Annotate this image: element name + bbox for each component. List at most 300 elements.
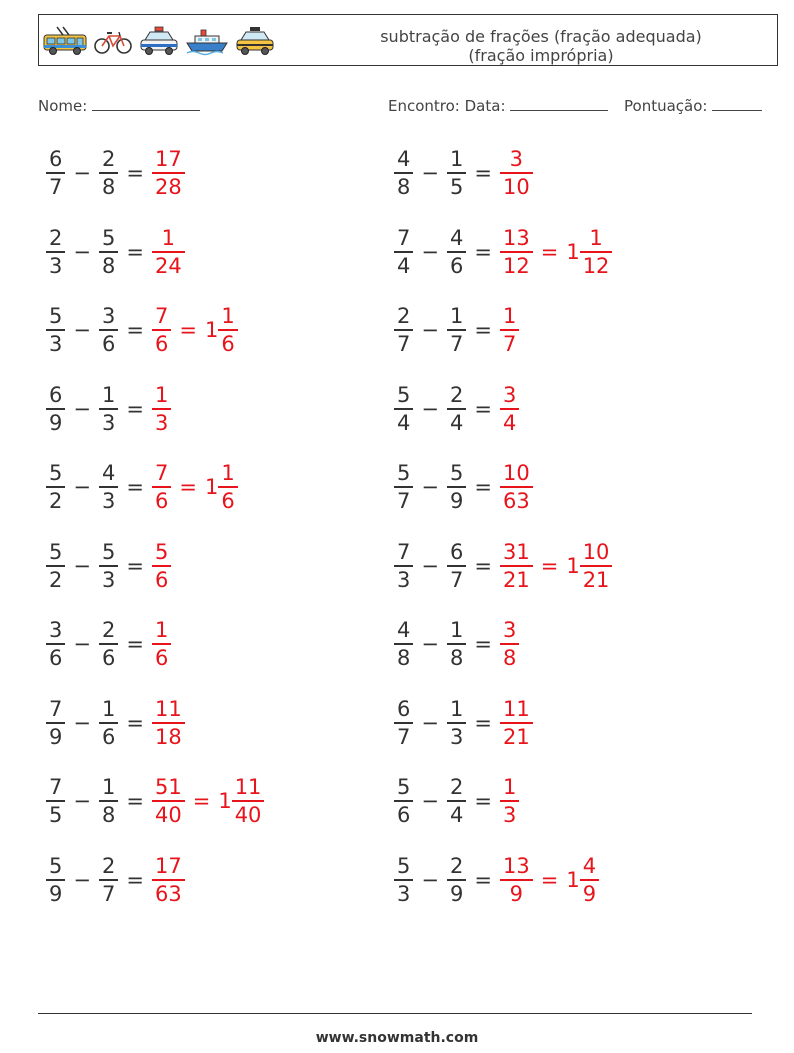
denominator: 8 — [101, 175, 116, 199]
answer — [150, 696, 187, 750]
numerator: 7 — [154, 304, 169, 328]
equals-sign: = — [474, 161, 492, 185]
numerator: 5 — [397, 382, 411, 407]
subtrahend-fraction — [99, 303, 118, 357]
minus-sign: − — [73, 710, 91, 735]
equals-sign: = — [474, 475, 492, 499]
numerator: 7 — [397, 225, 411, 250]
numerator: 6 — [449, 539, 464, 564]
mixed-fraction — [580, 539, 613, 593]
denominator: 7 — [101, 881, 116, 906]
minuend-fraction — [46, 382, 65, 436]
numerator: 3 — [502, 618, 517, 642]
minuend-fraction — [394, 225, 413, 279]
problem-16 — [392, 691, 535, 755]
answer-fraction — [152, 460, 171, 514]
minus-sign: − — [73, 318, 91, 342]
numerator: 2 — [449, 775, 464, 799]
mixed-whole: 1 — [204, 318, 219, 342]
denominator: 3 — [502, 803, 517, 827]
minuend-fraction — [394, 617, 413, 671]
numerator: 1 — [589, 225, 603, 250]
denominator: 3 — [49, 332, 63, 356]
vehicle-icons — [43, 23, 275, 59]
date-blank[interactable] — [510, 96, 608, 111]
denominator: 8 — [449, 646, 464, 670]
numerator: 51 — [154, 775, 182, 799]
answer-fraction — [152, 382, 171, 436]
minus-sign: − — [73, 396, 91, 421]
answer — [150, 225, 187, 279]
numerator: 1 — [502, 304, 517, 328]
subtrahend-fraction — [99, 146, 118, 200]
numerator: 2 — [101, 853, 116, 878]
numerator: 7 — [154, 461, 169, 485]
subtrahend-fraction — [99, 617, 118, 671]
denominator: 9 — [49, 724, 63, 749]
denominator: 8 — [397, 646, 411, 670]
answer — [150, 146, 187, 200]
numerator: 5 — [397, 461, 411, 485]
mixed-fraction — [580, 853, 599, 907]
problem-17 — [44, 769, 266, 833]
denominator: 7 — [449, 332, 464, 356]
minus-sign: − — [421, 710, 439, 735]
minuend-fraction — [394, 853, 413, 907]
minuend-fraction — [46, 774, 65, 828]
answer — [498, 382, 521, 436]
denominator: 6 — [449, 253, 464, 278]
subtrahend-fraction — [99, 225, 118, 279]
problem-19 — [44, 848, 187, 912]
numerator: 2 — [449, 853, 464, 878]
problem-15 — [44, 691, 187, 755]
subtrahend-fraction — [447, 225, 466, 279]
denominator: 7 — [449, 567, 464, 592]
numerator: 1 — [449, 618, 464, 642]
minuend-fraction — [394, 774, 413, 828]
denominator: 4 — [449, 410, 464, 435]
meeting-date-label: Encontro: Data: — [388, 97, 506, 115]
problem-7 — [44, 377, 173, 441]
denominator: 9 — [49, 410, 63, 435]
bicycle-icon — [93, 26, 133, 56]
answer — [498, 774, 521, 828]
denominator: 9 — [449, 489, 464, 513]
title-line-2: (fração imprópria) — [468, 46, 614, 65]
numerator: 1 — [221, 461, 235, 485]
answer-fraction — [152, 617, 171, 671]
score-label: Pontuação: — [624, 97, 708, 115]
denominator: 63 — [154, 881, 182, 906]
minuend-fraction — [394, 696, 413, 750]
problem-13 — [44, 612, 173, 676]
numerator: 5 — [397, 775, 411, 799]
numerator: 3 — [509, 147, 524, 171]
numerator: 3 — [101, 304, 116, 328]
denominator: 3 — [101, 410, 116, 435]
answer — [498, 225, 614, 279]
denominator: 6 — [397, 803, 411, 827]
numerator: 1 — [449, 304, 464, 328]
subtrahend-fraction — [447, 382, 466, 436]
mixed-whole: 1 — [218, 789, 232, 813]
answer-fraction — [152, 539, 171, 593]
minuend-fraction — [394, 146, 413, 200]
subtrahend-fraction — [447, 617, 466, 671]
denominator: 4 — [397, 410, 411, 435]
answer-fraction — [500, 225, 533, 279]
answer-equals-sign: = — [540, 553, 559, 578]
equals-sign: = — [474, 318, 492, 342]
denominator: 2 — [49, 567, 63, 592]
answer — [150, 303, 240, 357]
minus-sign: − — [73, 789, 91, 813]
denominator: 8 — [101, 253, 116, 278]
subtrahend-fraction — [447, 774, 466, 828]
denominator: 6 — [101, 724, 116, 749]
problem-9 — [44, 455, 240, 519]
numerator: 1 — [221, 304, 235, 328]
denominator: 9 — [449, 881, 464, 906]
answer-equals-sign: = — [179, 318, 197, 342]
answer-equals-sign: = — [192, 789, 211, 813]
mixed-whole: 1 — [566, 553, 580, 578]
numerator: 4 — [449, 225, 464, 250]
problem-20 — [392, 848, 601, 912]
denominator: 5 — [49, 803, 63, 827]
answer — [498, 853, 601, 907]
problem-1 — [44, 141, 187, 205]
equals-sign: = — [126, 475, 144, 499]
answer-fraction — [152, 225, 185, 279]
minuend-fraction — [46, 460, 65, 514]
equals-sign: = — [474, 396, 492, 421]
denominator: 7 — [397, 724, 411, 749]
answer-equals-sign: = — [540, 239, 559, 264]
mixed-whole: 1 — [566, 867, 580, 892]
subtrahend-fraction — [99, 696, 118, 750]
minus-sign: − — [421, 789, 439, 813]
equals-sign: = — [126, 789, 144, 813]
minuend-fraction — [394, 382, 413, 436]
mixed-whole: 1 — [566, 239, 580, 264]
numerator: 5 — [49, 461, 63, 485]
numerator: 1 — [101, 775, 116, 799]
numerator: 5 — [154, 539, 169, 564]
numerator: 1 — [502, 775, 517, 799]
answer-fraction — [500, 303, 519, 357]
answer-fraction — [152, 696, 185, 750]
answer-fraction — [500, 617, 519, 671]
numerator: 5 — [397, 853, 411, 878]
subtrahend-fraction — [447, 539, 466, 593]
title-line-1: subtração de frações (fração adequada) — [380, 27, 702, 46]
problem-11 — [44, 534, 173, 598]
mixed-fraction — [218, 303, 237, 357]
numerator: 5 — [449, 461, 464, 485]
equals-sign: = — [474, 239, 492, 264]
denominator: 12 — [582, 253, 610, 278]
equals-sign: = — [126, 161, 144, 185]
minuend-fraction — [394, 539, 413, 593]
answer — [498, 146, 535, 200]
denominator: 2 — [49, 489, 63, 513]
problem-14 — [392, 612, 521, 676]
ship-icon — [185, 26, 229, 56]
answer-fraction — [152, 774, 185, 828]
numerator: 7 — [49, 775, 63, 799]
equals-sign: = — [474, 632, 492, 656]
denominator: 8 — [502, 646, 517, 670]
equals-sign: = — [126, 239, 144, 264]
minus-sign: − — [421, 161, 439, 185]
equals-sign: = — [126, 553, 144, 578]
denominator: 28 — [154, 175, 182, 199]
minuend-fraction — [46, 539, 65, 593]
numerator: 2 — [449, 382, 464, 407]
equals-sign: = — [126, 710, 144, 735]
answer — [498, 539, 614, 593]
mixed-fraction — [232, 774, 265, 828]
denominator: 6 — [101, 332, 116, 356]
denominator: 21 — [502, 724, 530, 749]
denominator: 3 — [101, 567, 116, 592]
numerator: 4 — [397, 618, 411, 642]
subtrahend-fraction — [99, 774, 118, 828]
equals-sign: = — [126, 867, 144, 892]
numerator: 17 — [154, 853, 182, 878]
subtrahend-fraction — [447, 146, 466, 200]
answer — [498, 617, 521, 671]
denominator: 8 — [397, 175, 411, 199]
score-blank[interactable] — [712, 96, 762, 111]
answer — [150, 539, 173, 593]
numerator: 11 — [502, 696, 530, 721]
answer-equals-sign: = — [179, 475, 197, 499]
numerator: 5 — [101, 539, 116, 564]
answer-fraction — [500, 146, 533, 200]
numerator: 10 — [582, 539, 610, 564]
police-car-icon — [139, 25, 179, 57]
answer-fraction — [152, 853, 185, 907]
denominator: 3 — [49, 253, 63, 278]
trolleybus-icon — [43, 26, 87, 56]
numerator: 1 — [449, 696, 464, 721]
denominator: 4 — [449, 803, 464, 827]
answer — [150, 617, 173, 671]
numerator: 11 — [234, 775, 262, 799]
denominator: 6 — [154, 489, 169, 513]
minus-sign: − — [73, 161, 91, 185]
mixed-whole: 1 — [204, 475, 219, 499]
numerator: 1 — [101, 696, 116, 721]
subtrahend-fraction — [99, 539, 118, 593]
equals-sign: = — [474, 553, 492, 578]
denominator: 3 — [397, 881, 411, 906]
minus-sign: − — [73, 553, 91, 578]
answer — [150, 382, 173, 436]
numerator: 1 — [154, 382, 169, 407]
answer-fraction — [500, 382, 519, 436]
numerator: 5 — [101, 225, 116, 250]
denominator: 6 — [154, 646, 169, 670]
problem-2 — [392, 141, 535, 205]
minuend-fraction — [46, 146, 65, 200]
numerator: 1 — [161, 225, 176, 250]
denominator: 7 — [49, 175, 63, 199]
denominator: 10 — [502, 175, 530, 199]
footer-url: www.snowmath.com — [315, 1030, 479, 1046]
footer-divider — [38, 1013, 752, 1014]
numerator: 1 — [101, 382, 116, 407]
denominator: 40 — [154, 803, 182, 827]
denominator: 9 — [49, 881, 63, 906]
minus-sign: − — [421, 239, 439, 264]
denominator: 24 — [154, 253, 182, 278]
numerator: 7 — [49, 696, 63, 721]
answer-fraction — [500, 696, 533, 750]
denominator: 40 — [234, 803, 262, 827]
denominator: 21 — [582, 567, 610, 592]
equals-sign: = — [126, 632, 144, 656]
minus-sign: − — [421, 867, 439, 892]
numerator: 4 — [582, 853, 597, 878]
subtrahend-fraction — [447, 303, 466, 357]
minus-sign: − — [421, 632, 439, 656]
answer-fraction — [500, 539, 533, 593]
numerator: 3 — [502, 382, 517, 407]
worksheet-header — [38, 14, 778, 66]
denominator: 3 — [154, 410, 169, 435]
meeting-date-field — [388, 96, 608, 115]
numerator: 31 — [502, 539, 530, 564]
denominator: 7 — [397, 332, 411, 356]
numerator: 6 — [49, 147, 63, 171]
denominator: 6 — [101, 646, 116, 670]
answer-fraction — [500, 774, 519, 828]
subtrahend-fraction — [99, 382, 118, 436]
numerator: 13 — [502, 853, 530, 878]
answer — [498, 696, 535, 750]
denominator: 18 — [154, 724, 182, 749]
problem-10 — [392, 455, 535, 519]
minuend-fraction — [46, 225, 65, 279]
numerator: 1 — [449, 147, 464, 171]
denominator: 9 — [509, 881, 524, 906]
denominator: 4 — [397, 253, 411, 278]
problem-5 — [44, 298, 240, 362]
denominator: 6 — [154, 567, 169, 592]
minus-sign: − — [421, 396, 439, 421]
denominator: 3 — [101, 489, 116, 513]
subtrahend-fraction — [447, 853, 466, 907]
numerator: 2 — [397, 304, 411, 328]
numerator: 11 — [154, 696, 182, 721]
denominator: 63 — [502, 489, 530, 513]
answer-fraction — [500, 460, 533, 514]
numerator: 6 — [397, 696, 411, 721]
numerator: 6 — [49, 382, 63, 407]
minuend-fraction — [46, 303, 65, 357]
minus-sign: − — [421, 318, 439, 342]
minuend-fraction — [394, 303, 413, 357]
answer — [150, 460, 240, 514]
numerator: 13 — [502, 225, 530, 250]
problem-6 — [392, 298, 521, 362]
equals-sign: = — [126, 318, 144, 342]
minuend-fraction — [46, 853, 65, 907]
minus-sign: − — [73, 475, 91, 499]
minus-sign: − — [73, 239, 91, 264]
problem-4 — [392, 220, 614, 284]
denominator: 5 — [449, 175, 464, 199]
denominator: 6 — [154, 332, 169, 356]
denominator: 7 — [502, 332, 517, 356]
minus-sign: − — [73, 867, 91, 892]
numerator: 5 — [49, 853, 63, 878]
minus-sign: − — [421, 553, 439, 578]
subtrahend-fraction — [99, 460, 118, 514]
numerator: 3 — [49, 618, 63, 642]
subtrahend-fraction — [447, 460, 466, 514]
score-field — [624, 96, 762, 115]
answer — [150, 774, 266, 828]
numerator: 2 — [49, 225, 63, 250]
name-field — [38, 96, 200, 115]
mixed-fraction — [580, 225, 613, 279]
denominator: 7 — [397, 489, 411, 513]
problem-18 — [392, 769, 521, 833]
minuend-fraction — [46, 617, 65, 671]
denominator: 3 — [397, 567, 411, 592]
equals-sign: = — [474, 789, 492, 813]
denominator: 6 — [221, 489, 235, 513]
denominator: 9 — [582, 881, 597, 906]
denominator: 4 — [502, 410, 517, 435]
numerator: 5 — [49, 304, 63, 328]
numerator: 7 — [397, 539, 411, 564]
worksheet-title — [331, 27, 751, 65]
minus-sign: − — [73, 632, 91, 656]
mixed-fraction — [218, 460, 237, 514]
numerator: 4 — [101, 461, 116, 485]
numerator: 1 — [154, 618, 169, 642]
name-label: Nome: — [38, 97, 88, 115]
numerator: 5 — [49, 539, 63, 564]
numerator: 10 — [502, 461, 530, 485]
answer — [150, 853, 187, 907]
minuend-fraction — [394, 460, 413, 514]
taxi-icon — [235, 25, 275, 57]
denominator: 8 — [101, 803, 116, 827]
minuend-fraction — [46, 696, 65, 750]
denominator: 6 — [221, 332, 235, 356]
numerator: 2 — [101, 147, 116, 171]
answer — [498, 460, 535, 514]
equals-sign: = — [474, 867, 492, 892]
name-blank[interactable] — [92, 96, 200, 111]
problem-3 — [44, 220, 187, 284]
subtrahend-fraction — [447, 696, 466, 750]
equals-sign: = — [126, 396, 144, 421]
answer-fraction — [152, 303, 171, 357]
denominator: 12 — [502, 253, 530, 278]
problem-8 — [392, 377, 521, 441]
denominator: 21 — [502, 567, 530, 592]
answer — [498, 303, 521, 357]
numerator: 17 — [154, 147, 182, 171]
